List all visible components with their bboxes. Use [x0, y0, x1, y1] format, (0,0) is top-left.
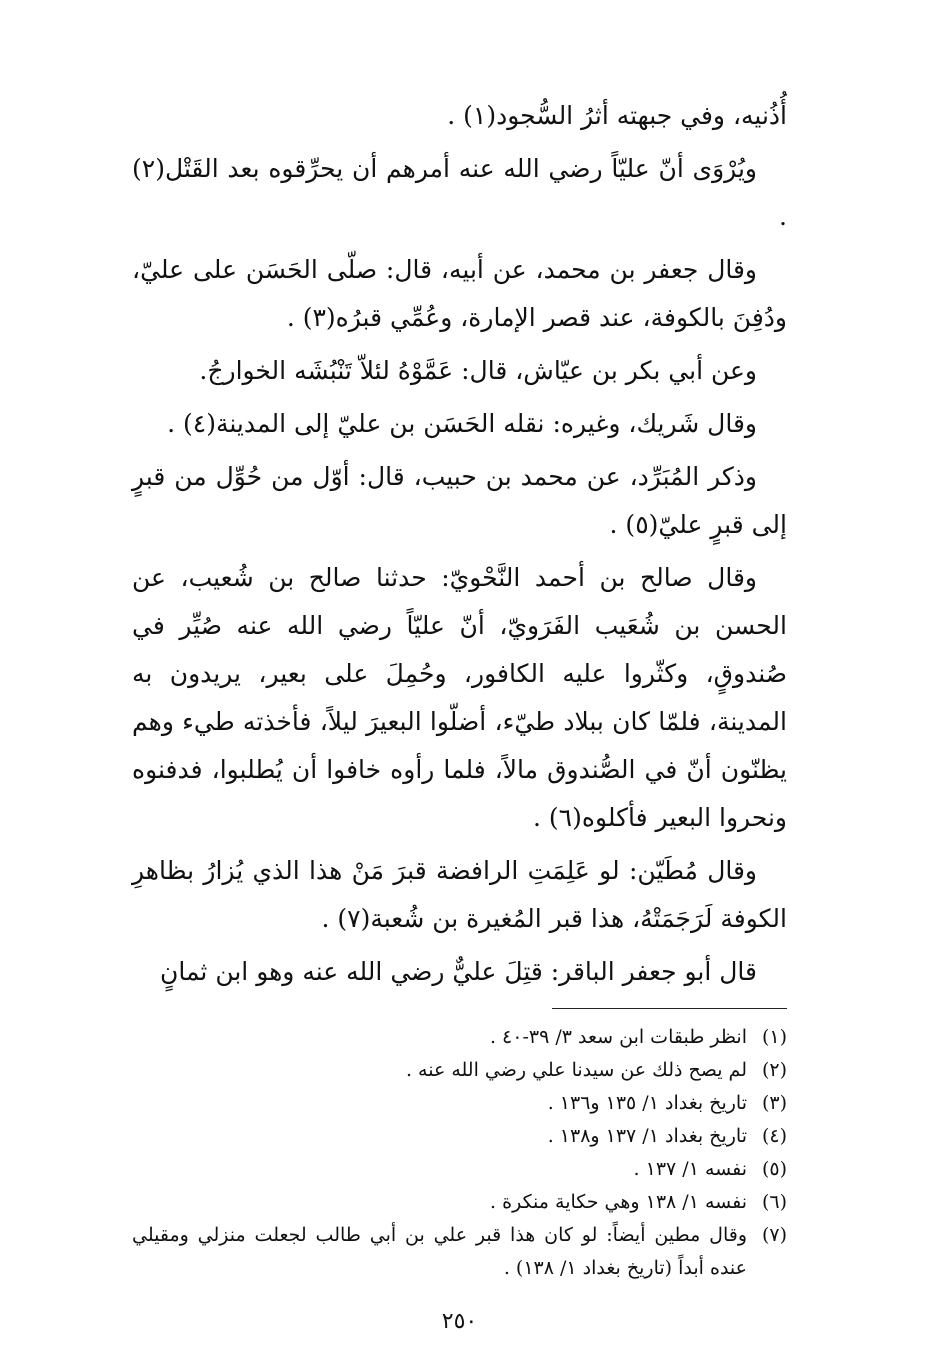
- paragraph: ويُرْوَى أنّ عليّاً رضي الله عنه أمرهم أن يحرِّقوه بعد القَتْل(٢) .: [132, 154, 787, 231]
- body-text: [132, 92, 787, 996]
- footnote: [132, 1054, 787, 1087]
- paragraph: وقال شَريك، وغيره: نقله الحَسَن بن عليّ إلى المدينة(٤) .: [167, 409, 757, 438]
- paragraph: وقال صالح بن أحمد النَّحْويّ: حدثنا صالح بن شُعيب، عن الحسن بن شُعَيب الفَرَويّ، أنّ عليّاً رضي الله عنه صُيِّر في صُندوقٍ، وكثّروا عليه الكافور، وحُمِلَ على بعير، يريدون به المدينة، فلمّا كان ببلاد طيّء، أضلّوا البعيرَ ليلاً، فأخذته طيء وهم يظنّون أنّ في الصُّندوق مالاً، فلما رأوه خافوا أن يُطلبوا، فدفنوه ونحروا البعير فأكلوه(٦) .: [132, 563, 787, 832]
- footnote-text: تاريخ بغداد ١/ ١٣٧ و١٣٨ .: [547, 1125, 747, 1147]
- footnote-number: (٥): [761, 1158, 787, 1180]
- page-number: ٢٥٠: [441, 1309, 478, 1334]
- paragraph: وعن أبي بكر بن عيّاش، قال: عَمَّوْهُ لئلاّ تَنْبُشَه الخوارجُ.: [199, 356, 757, 385]
- footnote-text: لم يصح ذلك عن سيدنا علي رضي الله عنه .: [405, 1059, 747, 1081]
- paragraph: قال أبو جعفر الباقر: قتِلَ عليٌّ رضي الله عنه وهو ابن ثمانٍ: [159, 957, 757, 986]
- paragraph: وقال جعفر بن محمد، عن أبيه، قال: صلّى الحَسَن على عليّ، ودُفِنَ بالكوفة، عند قصر الإمارة، وعُمِّي قبرُه(٣) .: [132, 255, 787, 332]
- footnote: [132, 1087, 787, 1120]
- footnote: [132, 1153, 787, 1186]
- footnote-text: نفسه ١/ ١٣٨ وهي حكاية منكرة .: [490, 1191, 747, 1213]
- footnote: [132, 1021, 787, 1054]
- document-page: [132, 92, 787, 1334]
- footnote-number: (٤): [761, 1125, 787, 1147]
- footnote: [132, 1219, 787, 1285]
- footnote-number: (٦): [761, 1191, 787, 1213]
- footnote-separator: [552, 1008, 787, 1009]
- footnote-number: (١): [761, 1026, 787, 1048]
- paragraph: وذكر المُبَرِّد، عن محمد بن حبيب، قال: أوّل من حُوِّل من قبرٍ إلى قبرٍ عليّ(٥) .: [132, 462, 787, 539]
- footnote-text: نفسه ١/ ١٣٧ .: [633, 1158, 747, 1180]
- footnote: [132, 1186, 787, 1219]
- footnote-number: (٧): [761, 1224, 787, 1246]
- footnote-text: انظر طبقات ابن سعد ٣/ ٣٩-٤٠ .: [489, 1026, 747, 1048]
- footnote-text: وقال مطين أيضاً: لو كان هذا قبر علي بن أبي طالب لجعلت منزلي ومقيلي عنده أبداً (تاريخ بغداد ١/ ١٣٨) .: [132, 1224, 747, 1279]
- footnote-text: تاريخ بغداد ١/ ١٣٥ و١٣٦ .: [547, 1092, 747, 1114]
- paragraph: أُذُنيه، وفي جبهته أثرُ السُّجود(١) .: [447, 101, 787, 130]
- footnotes: [132, 1021, 787, 1285]
- paragraph: وقال مُطَيّن: لو عَلِمَتِ الرافضة قبرَ مَنْ هذا الذي يُزارُ بظاهرِ الكوفة لَرَجَمَتْهُ، هذا قبر المُغيرة بن شُعبة(٧) .: [132, 856, 787, 933]
- footnote-number: (٣): [761, 1092, 787, 1114]
- footnote: [132, 1120, 787, 1153]
- footnote-number: (٢): [761, 1059, 787, 1081]
